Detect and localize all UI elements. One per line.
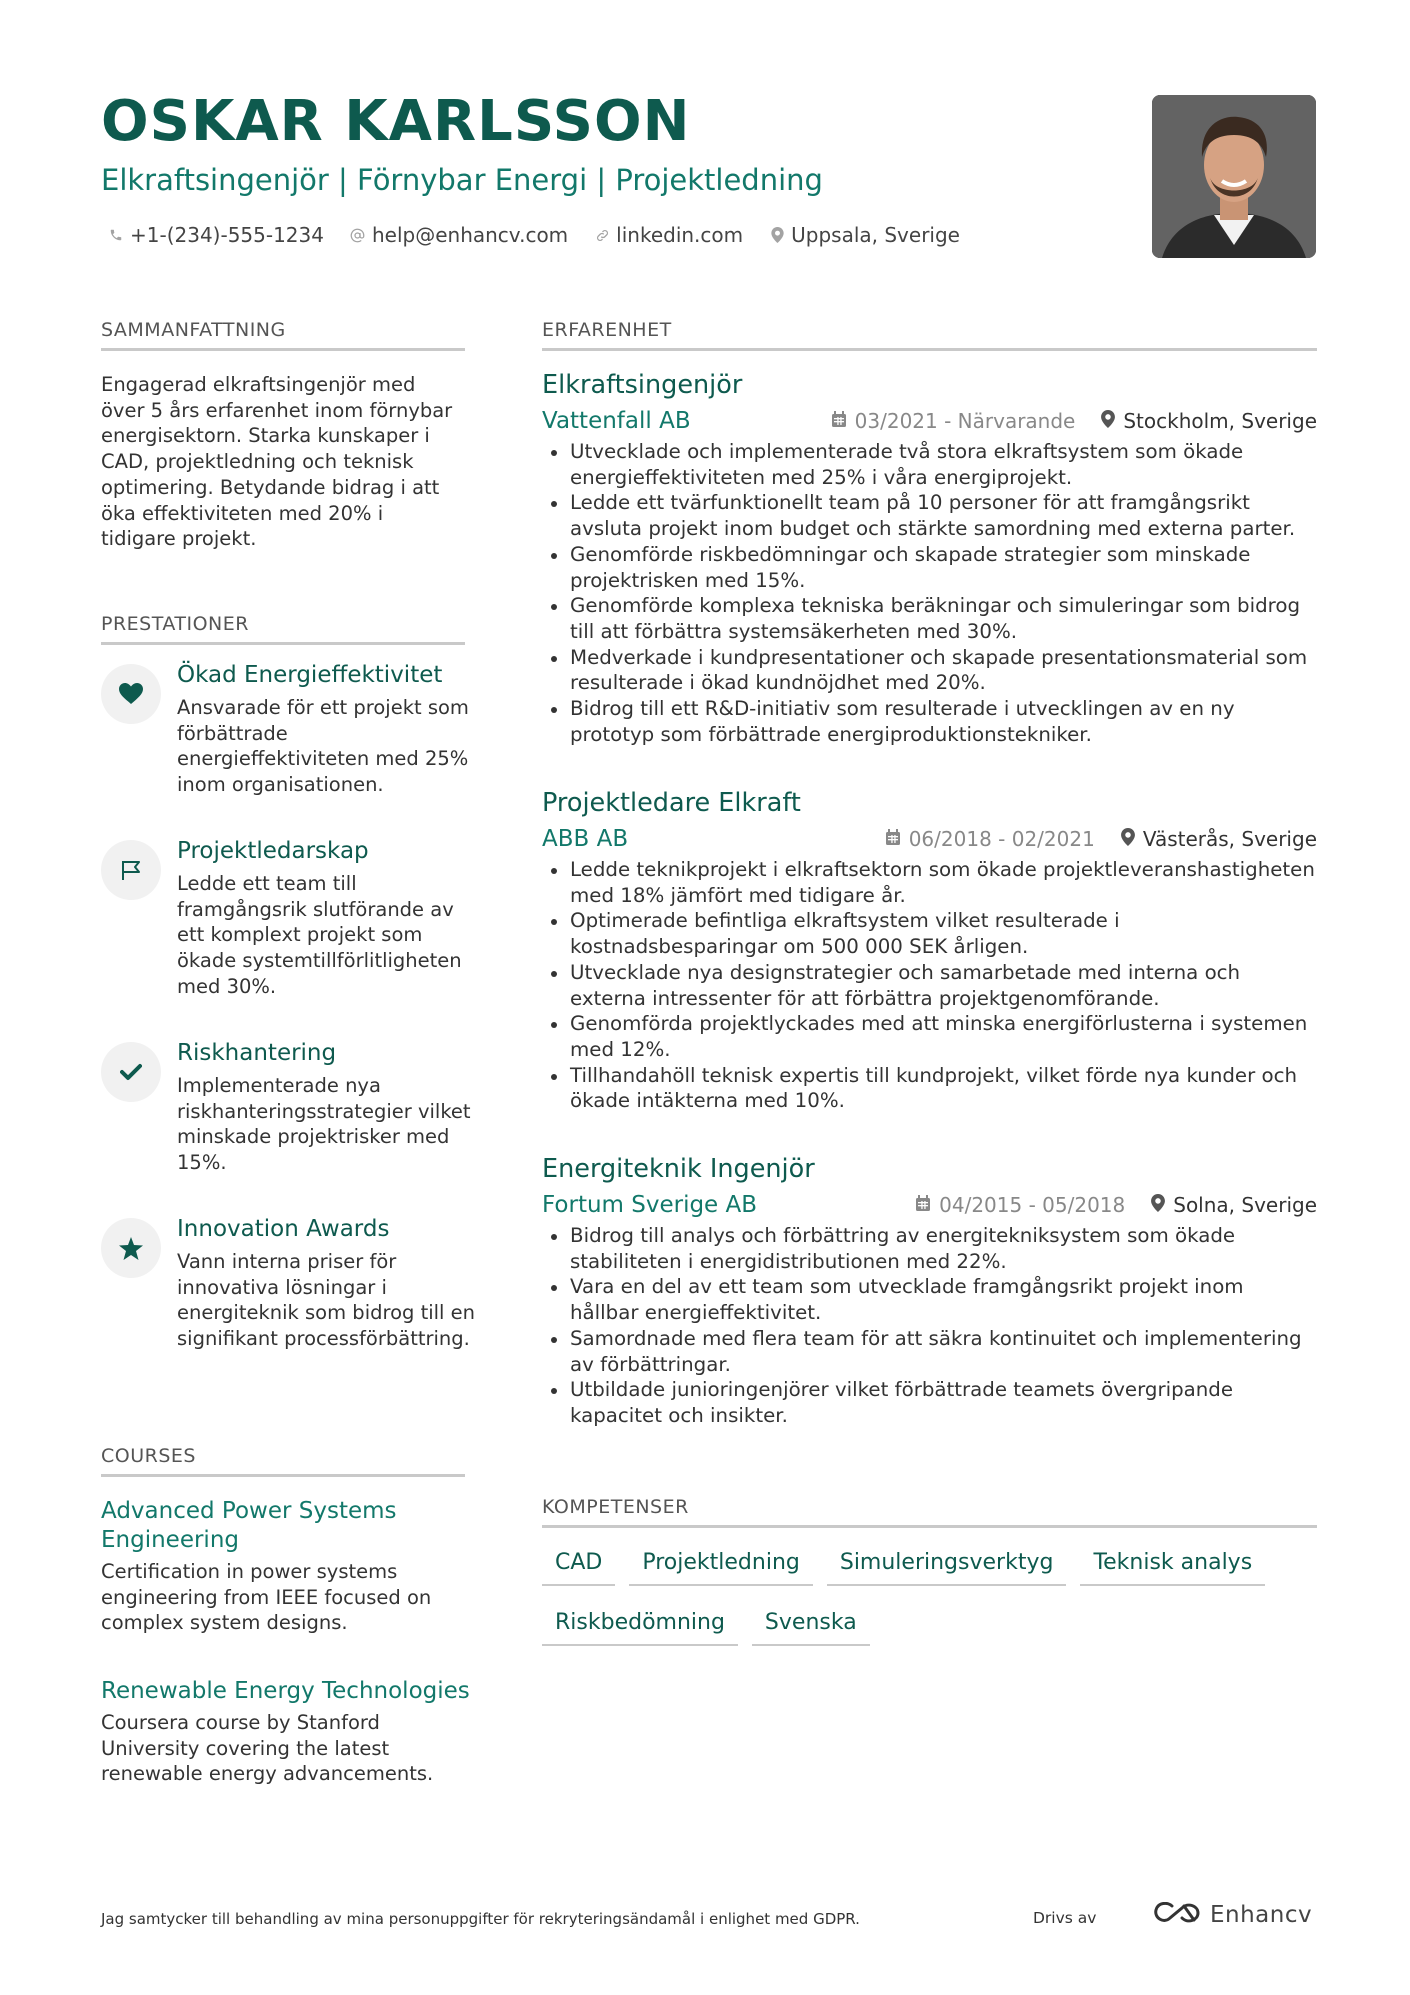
contact-phone xyxy=(108,222,324,248)
contact-email[interactable] xyxy=(350,222,568,248)
achievement-item xyxy=(101,1214,476,1384)
achievement-title: Ökad Energieffektivitet xyxy=(177,662,443,688)
course-title: Advanced Power Systems Engineering xyxy=(101,1498,397,1553)
skill-tag: Riskbedömning xyxy=(542,1608,738,1646)
job-location xyxy=(1101,407,1317,435)
bullet-item: Ledde ett tvärfunktionellt team på 10 personer för att framgångsrikt avsluta projekt inom budget och stärkte samordning med externa parter. xyxy=(542,490,1317,541)
powered-by-label: Drivs av xyxy=(1033,1909,1097,1927)
job-bullets xyxy=(542,1223,1317,1429)
course-description: Coursera course by Stanford University covering the latest renewable energy advancements. xyxy=(101,1711,434,1786)
job-dates xyxy=(915,1191,1125,1219)
skill-tag: Teknisk analys xyxy=(1080,1548,1265,1586)
job-bullets xyxy=(542,439,1317,747)
course-title: Renewable Energy Technologies xyxy=(101,1678,470,1704)
course-item xyxy=(101,1677,481,1787)
bullet-item: Medverkade i kundpresentationer och skapade presentationsmaterial som resulterade i ökad kundnöjdhet med 20%. xyxy=(542,645,1317,696)
bullet-item: Utvecklade och implementerade två stora elkraftsystem som ökade energieffektiviteten med 25% i våra energiprojekt. xyxy=(542,439,1317,490)
job-title: Elkraftsingenjör xyxy=(542,370,743,400)
bullet-item: Genomförde komplexa tekniska beräkningar och simuleringar som bidrog till att förbättra systemsäkerheten med 30%. xyxy=(542,593,1317,644)
bullet-item: Vara en del av ett team som utvecklade framgångsrikt projekt inom hållbar energieffektivitet. xyxy=(542,1274,1317,1325)
contact-email-text[interactable]: help@enhancv.com xyxy=(371,223,569,247)
at-icon xyxy=(350,227,366,243)
achievement-title: Riskhantering xyxy=(177,1040,337,1066)
job-location-text: Solna, Sverige xyxy=(1173,1193,1317,1217)
bullet-item: Genomförda projektlyckades med att minska energiförlusterna i systemen med 12%. xyxy=(542,1011,1317,1062)
job-dates xyxy=(885,825,1095,853)
job-location-text: Västerås, Sverige xyxy=(1142,827,1317,851)
profile-photo xyxy=(1152,95,1316,258)
section-heading-summary: SAMMANFATTNING xyxy=(101,318,465,351)
company-name: ABB AB xyxy=(542,826,629,852)
candidate-name: OSKAR KARLSSON xyxy=(101,89,691,154)
job-location-text: Stockholm, Sverige xyxy=(1123,409,1317,433)
company-name: Vattenfall AB xyxy=(542,408,691,434)
contact-phone-text: +1-(234)-555-1234 xyxy=(130,223,324,247)
achievement-item xyxy=(101,1038,471,1188)
calendar-icon xyxy=(915,1191,931,1219)
bullet-item: Optimerade befintliga elkraftsystem vilket resulterade i kostnadsbesparingar om 500 000 SEK årligen. xyxy=(542,908,1317,959)
bullet-item: Bidrog till analys och förbättring av energitekniksystem som ökade stabiliteten i energidistributionen med 22%. xyxy=(542,1223,1317,1274)
section-heading-courses: COURSES xyxy=(101,1444,465,1477)
location-pin-icon xyxy=(1151,1191,1165,1219)
job-dates-text: 04/2015 - 05/2018 xyxy=(939,1193,1126,1217)
job-entry xyxy=(542,1153,1317,1429)
heart-icon xyxy=(101,664,161,724)
skill-tag: Svenska xyxy=(752,1608,870,1646)
company-name: Fortum Sverige AB xyxy=(542,1192,758,1218)
achievement-item xyxy=(101,836,471,1006)
job-dates-text: 06/2018 - 02/2021 xyxy=(908,827,1095,851)
bullet-item: Tillhandahöll teknisk expertis till kundprojekt, vilket förde nya kunder och ökade intäkterna med 10%. xyxy=(542,1063,1317,1114)
link-icon xyxy=(594,227,610,243)
bullet-item: Samordnade med flera team för att säkra kontinuitet och implementering av förbättringar. xyxy=(542,1326,1317,1377)
job-entry xyxy=(542,787,1317,1114)
summary-text: Engagerad elkraftsingenjör med över 5 års erfarenhet inom förnybar energisektorn. Starka kunskaper i CAD, projektledning och teknisk optimering. Betydande bidrag i att öka effektiviteten med 20% i tidigare projekt. xyxy=(101,373,453,551)
achievement-description: Vann interna priser för innovativa lösningar i energiteknik som bidrog till en signifikant processförbättring. xyxy=(177,1250,476,1351)
contact-location-text: Uppsala, Sverige xyxy=(791,223,960,247)
gdpr-consent: Jag samtycker till behandling av mina personuppgifter för rekryteringsändamål i enlighet med GDPR. xyxy=(101,1910,860,1928)
location-pin-icon xyxy=(1121,825,1135,853)
location-pin-icon xyxy=(769,227,785,243)
calendar-icon xyxy=(885,825,901,853)
enhancv-logo-icon xyxy=(1154,1902,1200,1928)
flag-icon xyxy=(101,840,161,900)
achievement-title: Innovation Awards xyxy=(177,1216,390,1242)
section-heading-skills: KOMPETENSER xyxy=(542,1495,1317,1528)
job-title: Projektledare Elkraft xyxy=(542,788,801,818)
section-heading-achievements: PRESTATIONER xyxy=(101,612,465,645)
section-heading-experience: ERFARENHET xyxy=(542,318,1317,351)
contact-linkedin-text[interactable]: linkedin.com xyxy=(616,223,744,247)
bullet-item: Bidrog till ett R&D-initiativ som resulterade i utvecklingen av en ny prototyp som förbättrade energiproduktionstekniker. xyxy=(542,696,1317,747)
contact-linkedin[interactable] xyxy=(594,222,743,248)
skill-tag: Simuleringsverktyg xyxy=(827,1548,1067,1586)
skill-tag: CAD xyxy=(542,1548,615,1586)
achievement-description: Ansvarade för ett projekt som förbättrade energieffektiviteten med 25% inom organisationen. xyxy=(177,696,469,797)
bullet-item: Genomförde riskbedömningar och skapade strategier som minskade projektrisken med 15%. xyxy=(542,542,1317,593)
achievement-description: Implementerade nya riskhanteringsstrategier vilket minskade projektrisker med 15%. xyxy=(177,1074,471,1175)
bullet-item: Ledde teknikprojekt i elkraftsektorn som ökade projektleveranshastigheten med 18% jämfört med tidigare år. xyxy=(542,857,1317,908)
course-description: Certification in power systems engineering from IEEE focused on complex system designs. xyxy=(101,1560,432,1635)
brand-logo[interactable] xyxy=(1154,1900,1312,1930)
contact-location xyxy=(769,222,960,248)
bullet-item: Utbildade junioringenjörer vilket förbättrade teamets övergripande kapacitet och insikter. xyxy=(542,1377,1317,1428)
brand-name: Enhancv xyxy=(1210,1902,1313,1928)
checkmark-icon xyxy=(101,1042,161,1102)
job-dates-text: 03/2021 - Närvarande xyxy=(854,409,1076,433)
star-icon xyxy=(101,1218,161,1278)
phone-icon xyxy=(108,227,124,243)
job-bullets xyxy=(542,857,1317,1114)
achievement-title: Projektledarskap xyxy=(177,838,369,864)
course-item xyxy=(101,1497,481,1636)
job-location xyxy=(1121,825,1317,853)
headline: Elkraftsingenjör | Förnybar Energi | Projektledning xyxy=(101,163,823,197)
location-pin-icon xyxy=(1101,407,1115,435)
job-title: Energiteknik Ingenjör xyxy=(542,1154,815,1184)
bullet-item: Utvecklade nya designstrategier och samarbetade med interna och externa intressenter för att förbättra projektgenomförande. xyxy=(542,960,1317,1011)
job-entry xyxy=(542,369,1317,747)
skills-list xyxy=(542,1548,1322,1646)
calendar-icon xyxy=(831,407,847,435)
job-dates xyxy=(831,407,1076,435)
skill-tag: Projektledning xyxy=(629,1548,813,1586)
achievement-description: Ledde ett team till framgångsrik slutförande av ett komplext projekt som ökade systemtillförlitligheten med 30%. xyxy=(177,872,462,998)
achievement-item xyxy=(101,660,471,810)
contact-bar xyxy=(108,222,960,248)
job-location xyxy=(1151,1191,1317,1219)
